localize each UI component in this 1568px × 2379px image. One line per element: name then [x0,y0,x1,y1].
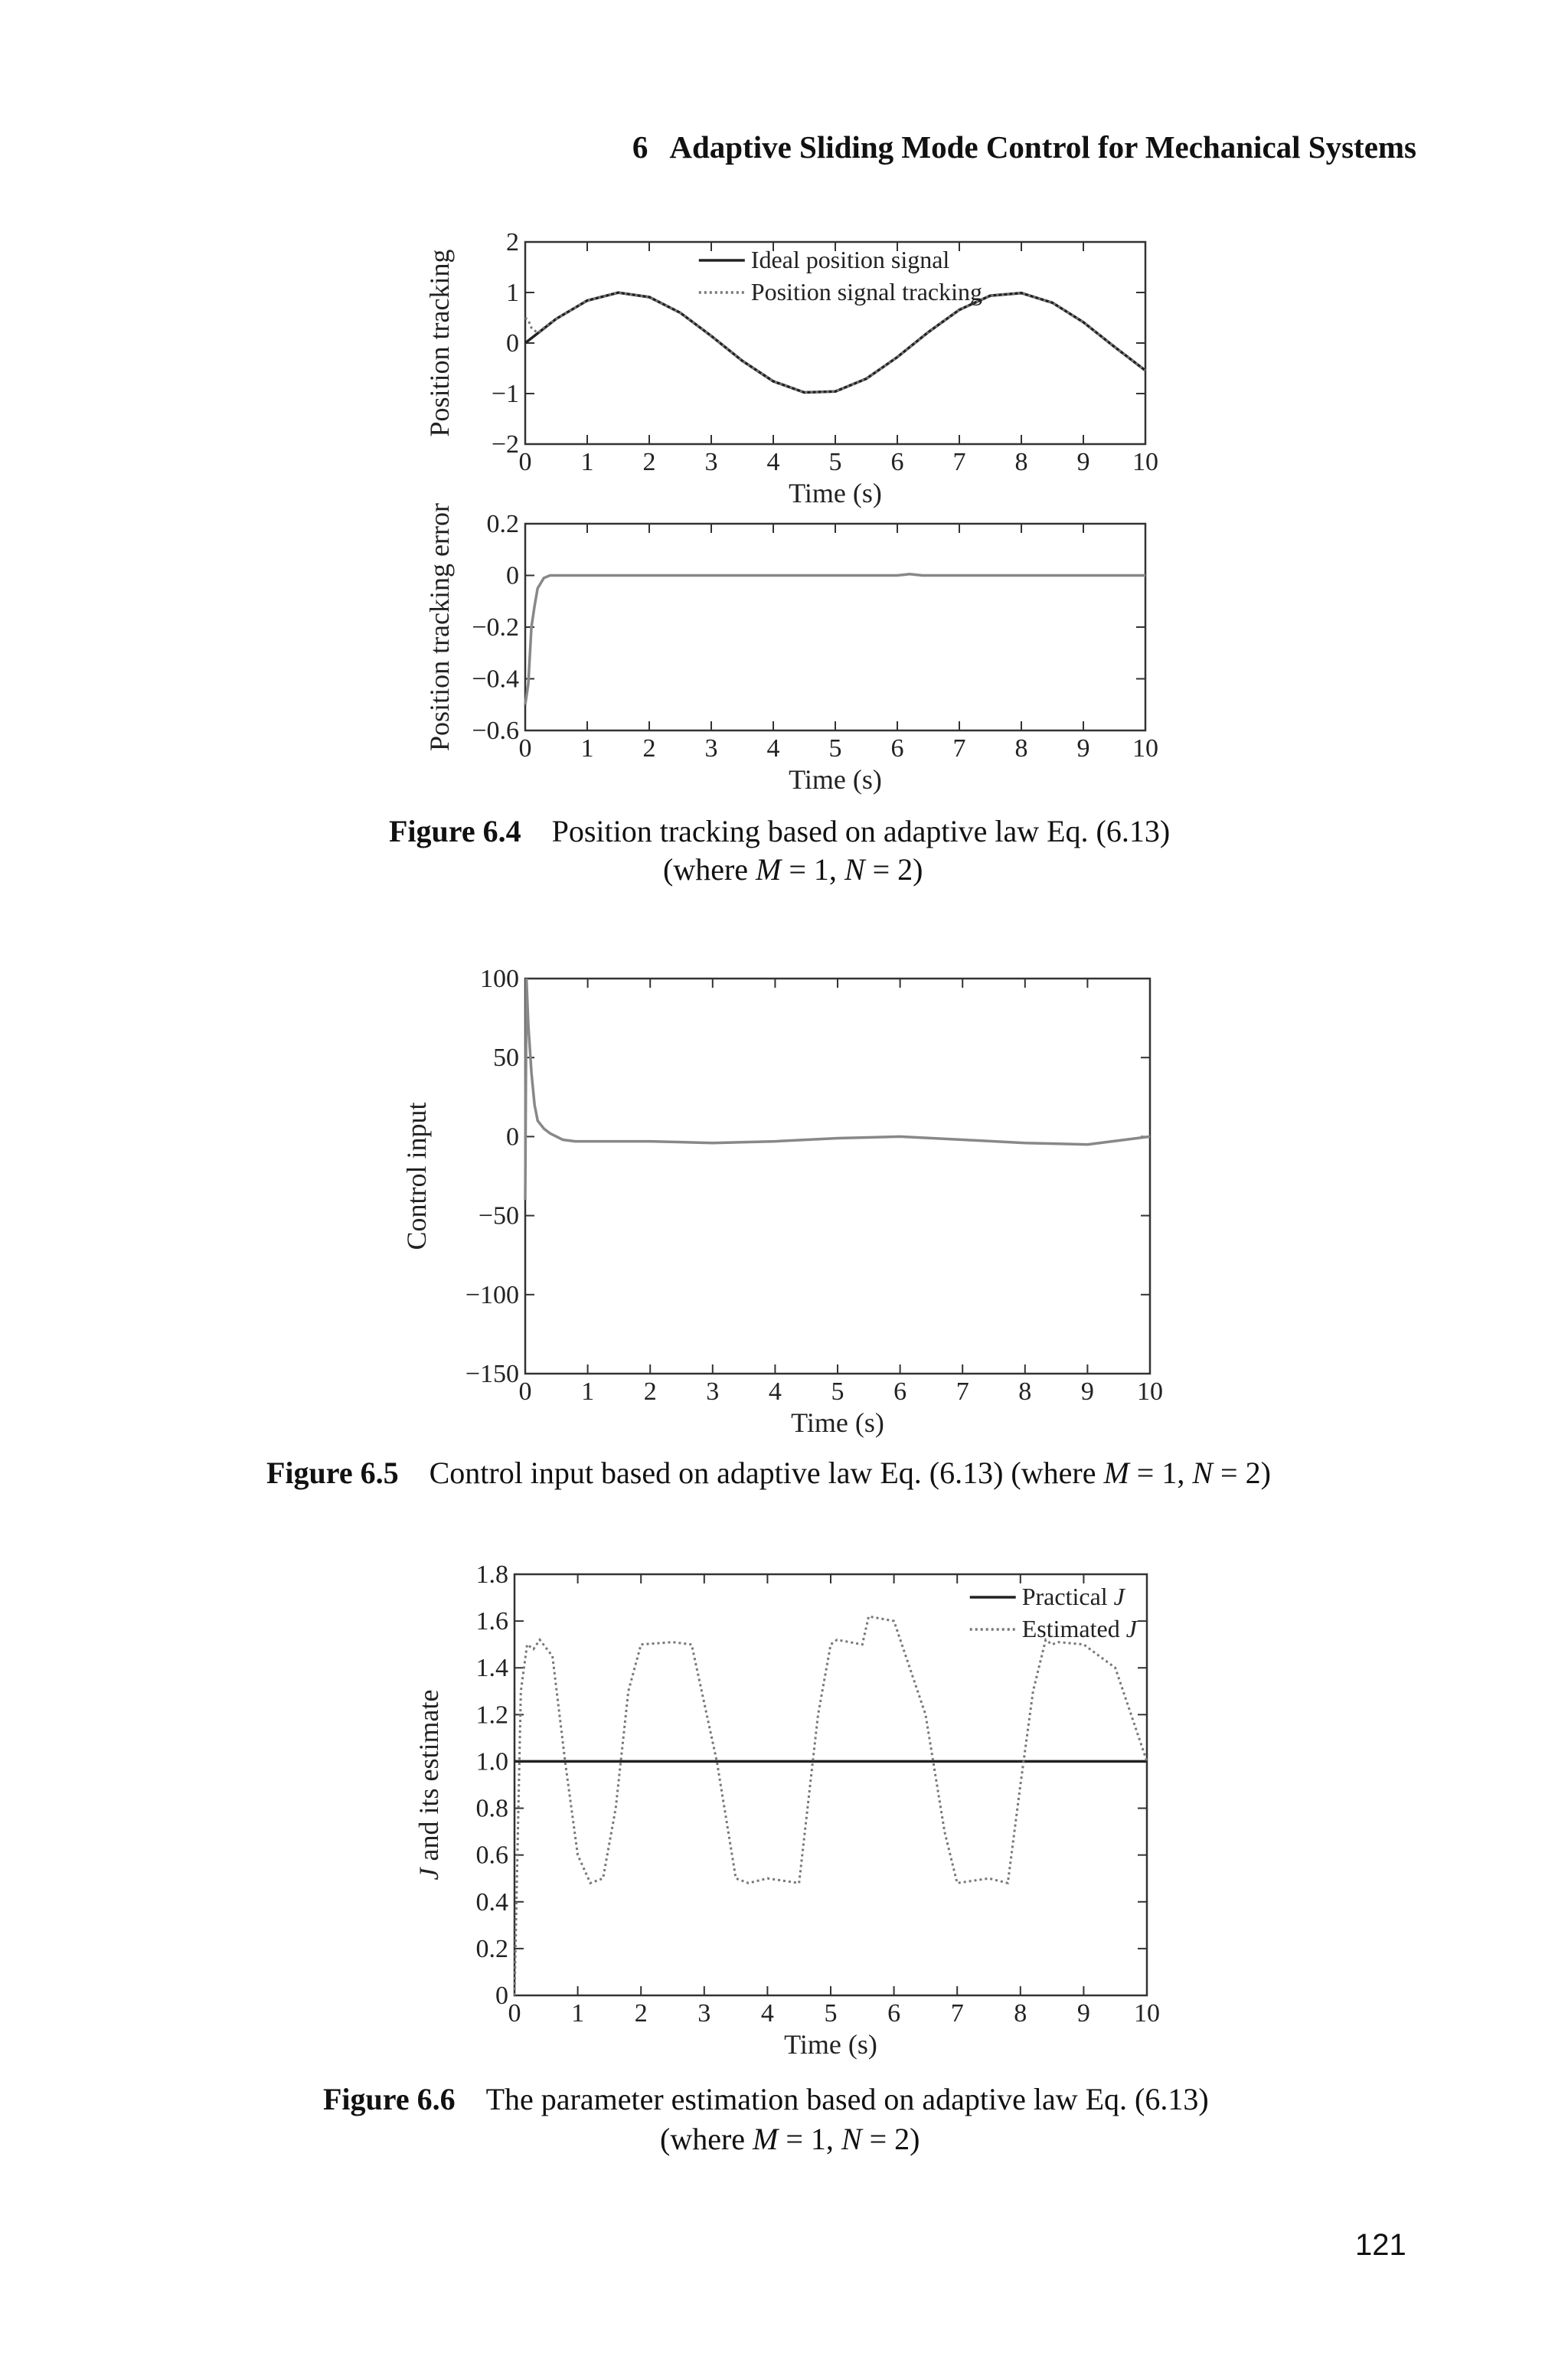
y-tick-label: −0.4 [472,665,519,694]
x-tick-label: 2 [634,1999,648,2028]
x-tick-label: 6 [890,734,904,763]
legend-label: Estimated J [1021,1615,1137,1642]
x-tick-label: 4 [760,1999,774,2028]
y-tick-label: −50 [478,1201,519,1230]
y-tick-label: 0 [495,1982,508,2010]
y-tick-label: 0.8 [475,1794,508,1823]
x-tick-label: 5 [831,1377,844,1406]
caption-text: = 1, [1129,1456,1193,1490]
caption-text: (where [660,2122,753,2156]
y-axis-label: J and its estimate [413,1689,444,1881]
legend-label: Ideal position signal [750,246,950,273]
y-tick-label: 1.8 [475,1560,508,1589]
y-tick-label: 0 [506,1123,519,1152]
x-tick-label: 6 [887,1999,901,2028]
y-axis-label: Position tracking error [424,503,455,751]
x-tick-label: 5 [828,448,842,476]
y-tick-label: −0.6 [472,717,519,745]
x-tick-label: 10 [1137,1377,1163,1406]
legend [970,1583,1138,1642]
x-tick-label: 9 [1076,734,1090,763]
series-line-1 [525,292,1145,392]
y-tick-label: 0 [506,561,519,590]
y-tick-label: 1.4 [475,1654,508,1683]
x-axis-label: Time (s) [791,1407,884,1438]
y-tick-label: 0.6 [475,1841,508,1870]
x-tick-label: 3 [706,1377,720,1406]
x-tick-label: 8 [1014,1999,1027,2028]
x-tick-label: 3 [704,734,718,763]
chart-fig6-4-bottom [424,503,1158,795]
caption-text: (where [663,852,756,887]
x-tick-label: 2 [642,448,656,476]
chapter-number: 6 [632,129,648,165]
caption-var-n: N [1192,1456,1214,1490]
y-tick-label: 0.2 [486,510,519,538]
x-tick-label: 1 [580,734,594,763]
x-tick-label: 5 [824,1999,838,2028]
legend [699,246,982,306]
y-tick-label: 1.2 [475,1701,508,1730]
caption-var-n: N [844,852,865,887]
figure-6-4-caption-line2 [663,851,923,887]
caption-text: = 2) [864,852,923,887]
caption-text: = 1, [778,2122,841,2156]
x-tick-label: 1 [571,1999,585,2028]
x-tick-label: 5 [828,734,842,763]
y-axis-label: Position tracking [424,249,455,437]
plot-frame [525,979,1150,1374]
figure-6-5-label: Figure 6.5 [266,1456,399,1490]
y-tick-label: 0.4 [475,1887,508,1917]
x-tick-label: 4 [766,448,780,476]
x-tick-label: 0 [518,448,532,476]
figure-6-4-caption [389,813,1170,849]
y-tick-label: 2 [506,228,519,257]
x-axis-label: Time (s) [789,764,882,795]
x-tick-label: 8 [1018,1377,1032,1406]
x-tick-label: 2 [642,734,656,763]
x-tick-label: 7 [956,1377,969,1406]
y-tick-label: −100 [465,1280,519,1309]
chart-fig6-4-top [424,228,1158,508]
figure-6-4-label: Figure 6.4 [389,814,521,848]
y-tick-label: −0.2 [472,613,519,642]
figure-6-6-caption [323,2081,1209,2117]
plot-frame [525,524,1145,730]
series-line-1 [514,1616,1147,1995]
x-tick-label: 10 [1132,448,1158,476]
chart-fig6-5 [401,965,1163,1438]
y-tick-label: 0 [506,329,519,358]
x-tick-label: 3 [697,1999,711,2028]
caption-var-m: M [1103,1456,1129,1490]
chart-fig6-6 [413,1560,1160,2060]
caption-text: = 1, [781,852,844,887]
chapter-title: Adaptive Sliding Mode Control for Mechanical Systems [669,129,1416,165]
y-tick-label: 100 [480,965,519,993]
x-tick-label: 10 [1132,734,1158,763]
caption-text: = 2) [1213,1456,1271,1490]
x-tick-label: 8 [1014,734,1028,763]
legend-label: Practical J [1021,1583,1125,1610]
y-tick-label: −150 [465,1360,519,1388]
x-tick-label: 2 [643,1377,657,1406]
x-tick-label: 1 [580,448,594,476]
figure-6-6-caption-line1: The parameter estimation based on adaptive law Eq. (6.13) [485,2082,1209,2116]
x-tick-label: 9 [1076,1999,1090,2028]
x-tick-label: 0 [508,1999,521,2028]
x-tick-label: 7 [952,734,966,763]
caption-var-m: M [753,2122,779,2156]
x-tick-label: 6 [893,1377,907,1406]
series-line-0 [525,979,1150,1200]
y-tick-label: 50 [493,1044,519,1073]
legend-label: Position signal tracking [750,278,983,306]
caption-var-m: M [756,852,782,887]
series-line-0 [525,574,1145,705]
x-tick-label: 4 [768,1377,782,1406]
figure-6-6-caption-line2 [660,2121,920,2157]
x-tick-label: 9 [1080,1377,1094,1406]
y-tick-label: −1 [491,380,519,408]
y-tick-label: 1.0 [475,1747,508,1776]
x-tick-label: 0 [518,1377,532,1406]
y-tick-label: 1.6 [475,1607,508,1636]
x-tick-label: 10 [1134,1999,1160,2028]
x-tick-label: 3 [704,448,718,476]
x-tick-label: 9 [1076,448,1090,476]
x-axis-label: Time (s) [784,2029,877,2060]
x-tick-label: 4 [766,734,780,763]
caption-var-n: N [841,2122,862,2156]
figure-6-4-caption-line1: Position tracking based on adaptive law Eq. (6.13) [551,814,1171,848]
figure-6-5-caption [266,1455,1271,1491]
y-tick-label: 0.2 [475,1934,508,1963]
page-number: 121 [1355,2228,1406,2262]
x-tick-label: 6 [890,448,904,476]
x-tick-label: 7 [950,1999,964,2028]
series-line-0 [525,292,1145,392]
x-tick-label: 1 [581,1377,595,1406]
y-tick-label: 1 [506,279,519,307]
x-tick-label: 0 [518,734,532,763]
x-tick-label: 7 [952,448,966,476]
figure-6-6-label: Figure 6.6 [323,2082,456,2116]
y-tick-label: −2 [491,430,519,459]
caption-text: = 2) [861,2122,920,2156]
y-axis-label: Control input [401,1102,432,1250]
x-axis-label: Time (s) [789,478,882,508]
x-tick-label: 8 [1014,448,1028,476]
caption-text: Control input based on adaptive law Eq. (6.13) (where [429,1456,1104,1490]
